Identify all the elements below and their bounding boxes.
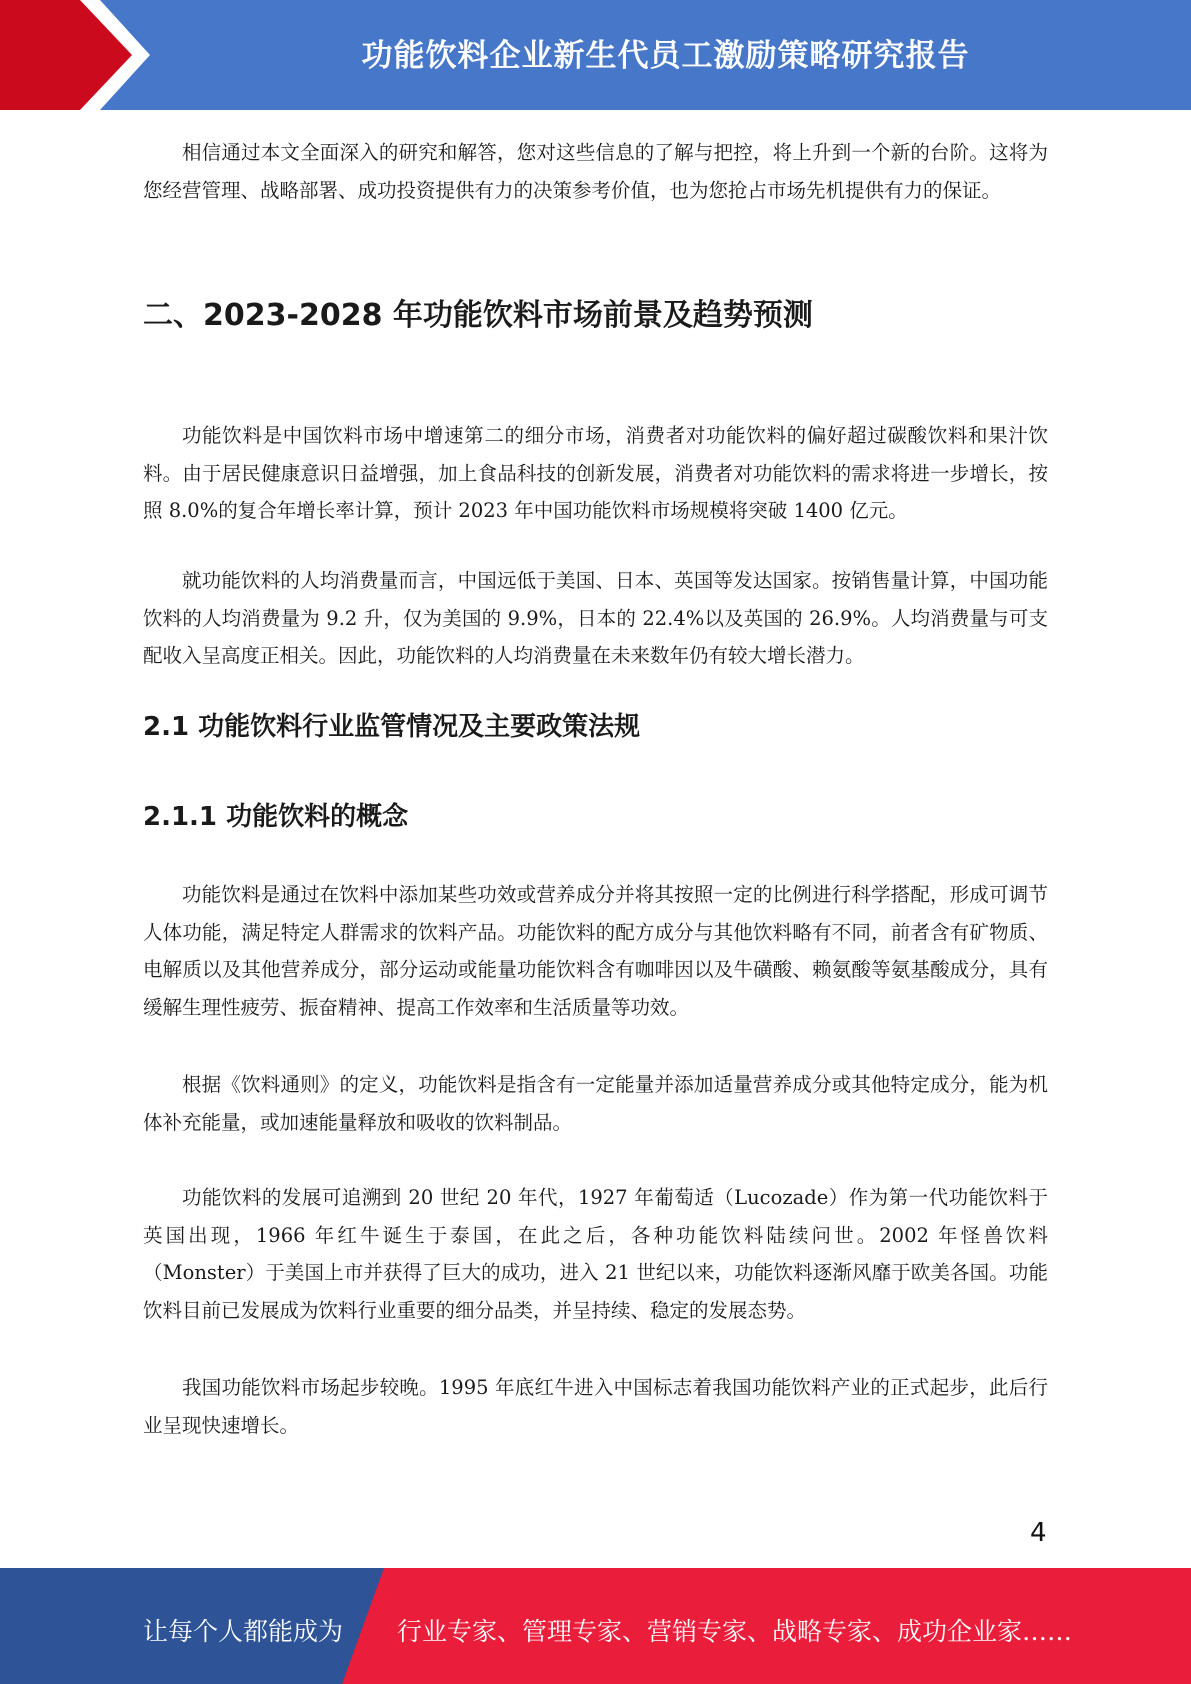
section-heading: 二、2023-2028 年功能饮料市场前景及趋势预测 xyxy=(143,298,813,333)
page-number: 4 xyxy=(1030,1518,1047,1548)
page-footer xyxy=(0,1568,1191,1684)
report-title: 功能饮料企业新生代员工激励策略研究报告 xyxy=(361,38,970,74)
concept-paragraph-1: 功能饮料是通过在饮料中添加某些功效或营养成分并将其按照一定的比例进行科学搭配，形成可调节人体功能，满足特定人群需求的饮料产品。功能饮料的配方成分与其他饮料略有不同，前者含有矿物质、电解质以及其他营养成分，部分运动或能量功能饮料含有咖啡因以及牛磺酸、赖氨酸等氨基酸成分，具有缓解生理性疲劳、振奋精神、提高工作效率和生活质量等功效。 xyxy=(143,883,1048,1019)
concept-paragraph-3: 功能饮料的发展可追溯到 20 世纪 20 年代，1927 年葡萄适（Lucozade）作为第一代功能饮料于英国出现，1966 年红牛诞生于泰国，在此之后，各种功能饮料陆续问世。2002 年怪兽饮料（Monster）于美国上市并获得了巨大的成功，进入 21 世纪以来，功能饮料逐渐风靡于欧美各国。功能饮料目前已发展成为饮料行业重要的细分品类，并呈持续、稳定的发展态势。 xyxy=(143,1186,1048,1322)
footer-slogan-left: 让每个人都能成为 xyxy=(143,1617,344,1646)
page-header xyxy=(0,0,1191,110)
section-paragraph-2: 就功能饮料的人均消费量而言，中国远低于美国、日本、英国等发达国家。按销售量计算，中国功能饮料的人均消费量为 9.2 升，仅为美国的 9.9%，日本的 22.4%以及英国的 26.9%。人均消费量与可支配收入呈高度正相关。因此，功能饮料的人均消费量在未来数年仍有较大增长潜力。 xyxy=(143,569,1048,667)
subsubsection-heading: 2.1.1 功能饮料的概念 xyxy=(143,802,409,832)
section-paragraph-1: 功能饮料是中国饮料市场中增速第二的细分市场，消费者对功能饮料的偏好超过碳酸饮料和果汁饮料。由于居民健康意识日益增强，加上食品科技的创新发展，消费者对功能饮料的需求将进一步增长，按照 8.0%的复合年增长率计算，预计 2023 年中国功能饮料市场规模将突破 1400 亿元。 xyxy=(143,424,1048,522)
intro-paragraph: 相信通过本文全面深入的研究和解答，您对这些信息的了解与把控，将上升到一个新的台阶。这将为您经营管理、战略部署、成功投资提供有力的决策参考价值，也为您抢占市场先机提供有力的保证。 xyxy=(143,141,1048,202)
subsection-heading: 2.1 功能饮料行业监管情况及主要政策法规 xyxy=(143,712,641,742)
concept-paragraph-4: 我国功能饮料市场起步较晚。1995 年底红牛进入中国标志着我国功能饮料产业的正式起步，此后行业呈现快速增长。 xyxy=(143,1376,1048,1437)
footer-slogan-right: 行业专家、管理专家、营销专家、战略专家、成功企业家…… xyxy=(397,1617,1073,1646)
concept-paragraph-2: 根据《饮料通则》的定义，功能饮料是指含有一定能量并添加适量营养成分或其他特定成分，能为机体补充能量，或加速能量释放和吸收的饮料制品。 xyxy=(143,1073,1048,1134)
